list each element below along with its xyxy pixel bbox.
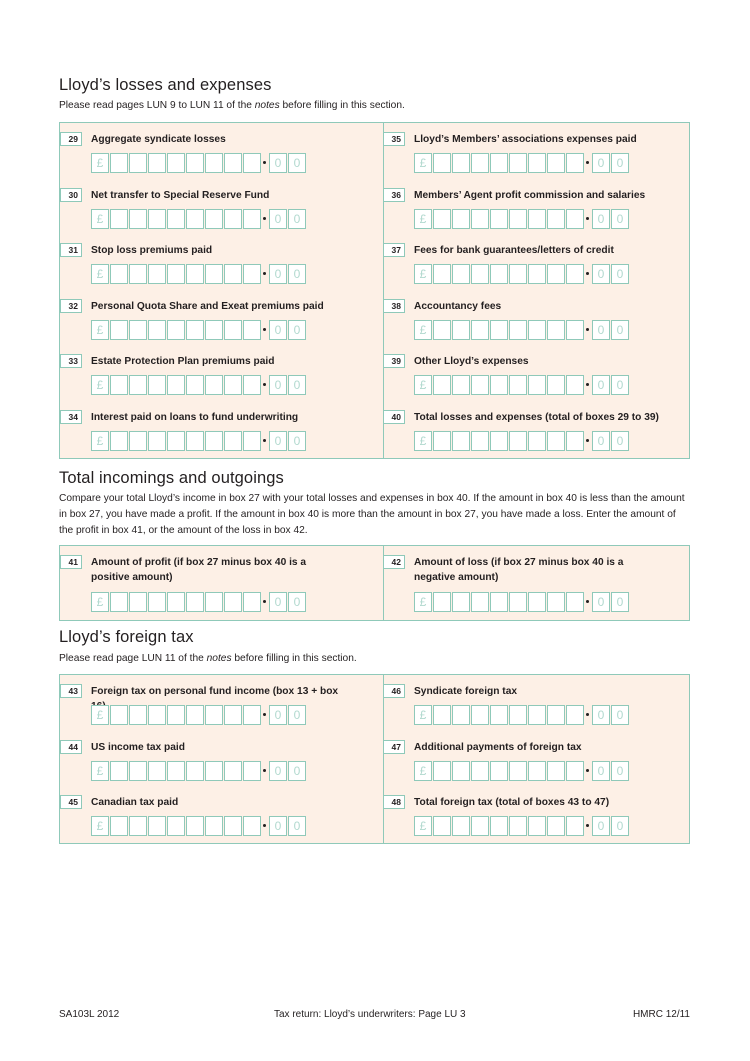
pound-digit-cell[interactable]	[224, 592, 242, 612]
pence-cell: 0	[269, 705, 287, 725]
pound-digit-cell[interactable]	[148, 320, 166, 340]
box-label: Syndicate foreign tax	[414, 686, 518, 697]
pound-digit-cell[interactable]	[224, 320, 242, 340]
pound-digit-cell[interactable]	[224, 431, 242, 451]
pound-digit-cell[interactable]	[471, 816, 489, 836]
pound-digit-cell[interactable]	[129, 816, 147, 836]
pound-digit-cell[interactable]	[452, 816, 470, 836]
pound-digit-cell[interactable]	[148, 375, 166, 395]
pound-digit-cell[interactable]	[224, 209, 242, 229]
box-label: Net transfer to Special Reserve Fund	[91, 190, 270, 201]
pound-digit-cell[interactable]	[186, 153, 204, 173]
box-number: 35	[383, 132, 405, 146]
pound-digit-cell[interactable]	[110, 431, 128, 451]
pound-digit-cell[interactable]	[509, 264, 527, 284]
pound-digit-cell[interactable]	[205, 761, 223, 781]
pound-digit-cell[interactable]	[243, 209, 261, 229]
pound-digit-cell[interactable]	[452, 264, 470, 284]
pence-cell: 0	[592, 153, 610, 173]
pence-cell: 0	[592, 264, 610, 284]
pence-cell: 0	[611, 264, 629, 284]
box-number: 47	[383, 740, 405, 754]
section-title-losses-expenses: Lloyd’s losses and expenses	[59, 76, 272, 94]
pence-cell: 0	[592, 431, 610, 451]
currency-symbol: £	[414, 375, 432, 395]
box-number: 46	[383, 684, 405, 698]
box-label: Total foreign tax (total of boxes 43 to 47)	[414, 797, 610, 808]
pound-digit-cell[interactable]	[471, 153, 489, 173]
pound-digit-cell[interactable]	[490, 431, 508, 451]
pound-digit-cell[interactable]	[243, 431, 261, 451]
pence-cell: 0	[611, 375, 629, 395]
box-label: US income tax paid	[91, 742, 185, 753]
box-label: Estate Protection Plan premiums paid	[91, 356, 275, 367]
box-label: Other Lloyd’s expenses	[414, 356, 529, 367]
currency-symbol: £	[91, 592, 109, 612]
pound-digit-cell[interactable]	[490, 264, 508, 284]
pound-digit-cell[interactable]	[528, 705, 546, 725]
currency-symbol: £	[91, 816, 109, 836]
box-number: 38	[383, 299, 405, 313]
section-title-foreign-tax: Lloyd’s foreign tax	[59, 628, 194, 646]
pound-digit-cell[interactable]	[471, 431, 489, 451]
decimal-point	[586, 713, 589, 716]
footer-form-code: SA103L 2012	[59, 1009, 120, 1020]
decimal-point	[586, 161, 589, 164]
box-label: Canadian tax paid	[91, 797, 179, 808]
pound-digit-cell[interactable]	[148, 816, 166, 836]
pence-cell: 0	[269, 431, 287, 451]
box-label: Interest paid on loans to fund underwriting	[91, 412, 299, 423]
pound-digit-cell[interactable]	[528, 320, 546, 340]
pound-digit-cell[interactable]	[110, 209, 128, 229]
pence-cell: 0	[592, 592, 610, 612]
decimal-point	[263, 824, 266, 827]
pound-digit-cell[interactable]	[547, 209, 565, 229]
pound-digit-cell[interactable]	[110, 761, 128, 781]
pound-digit-cell[interactable]	[167, 592, 185, 612]
pence-cell: 0	[611, 431, 629, 451]
pound-digit-cell[interactable]	[433, 375, 451, 395]
pence-cell: 0	[269, 320, 287, 340]
pound-digit-cell[interactable]	[471, 264, 489, 284]
pound-digit-cell[interactable]	[129, 705, 147, 725]
pound-digit-cell[interactable]	[509, 816, 527, 836]
pound-digit-cell[interactable]	[566, 705, 584, 725]
pound-digit-cell[interactable]	[528, 816, 546, 836]
pound-digit-cell[interactable]	[566, 592, 584, 612]
pound-digit-cell[interactable]	[471, 320, 489, 340]
box-label: Fees for bank guarantees/letters of credit	[414, 245, 614, 256]
pound-digit-cell[interactable]	[129, 592, 147, 612]
currency-symbol: £	[414, 761, 432, 781]
pound-digit-cell[interactable]	[243, 816, 261, 836]
currency-symbol: £	[91, 705, 109, 725]
pound-digit-cell[interactable]	[452, 209, 470, 229]
pound-digit-cell[interactable]	[547, 320, 565, 340]
pence-cell: 0	[269, 264, 287, 284]
pound-digit-cell[interactable]	[490, 209, 508, 229]
box-label: Additional payments of foreign tax	[414, 742, 582, 753]
currency-symbol: £	[414, 816, 432, 836]
box-number: 32	[60, 299, 82, 313]
pound-digit-cell[interactable]	[186, 592, 204, 612]
currency-symbol: £	[91, 209, 109, 229]
pence-cell: 0	[611, 320, 629, 340]
pound-digit-cell[interactable]	[547, 431, 565, 451]
pound-digit-cell[interactable]	[205, 153, 223, 173]
pound-digit-cell[interactable]	[528, 264, 546, 284]
currency-symbol: £	[414, 153, 432, 173]
box-number: 29	[60, 132, 82, 146]
pound-digit-cell[interactable]	[243, 761, 261, 781]
pence-cell: 0	[592, 320, 610, 340]
pound-digit-cell[interactable]	[186, 816, 204, 836]
pound-digit-cell[interactable]	[148, 761, 166, 781]
decimal-point	[263, 383, 266, 386]
box-number: 44	[60, 740, 82, 754]
pound-digit-cell[interactable]	[547, 264, 565, 284]
decimal-point	[586, 217, 589, 220]
pound-digit-cell[interactable]	[167, 816, 185, 836]
pound-digit-cell[interactable]	[243, 375, 261, 395]
currency-symbol: £	[91, 761, 109, 781]
pound-digit-cell[interactable]	[186, 320, 204, 340]
pence-cell: 0	[611, 153, 629, 173]
box-label: Members’ Agent profit commission and salaries	[414, 190, 646, 201]
pound-digit-cell[interactable]	[243, 264, 261, 284]
pound-digit-cell[interactable]	[433, 705, 451, 725]
pence-cell: 0	[611, 761, 629, 781]
decimal-point	[586, 769, 589, 772]
pence-cell: 0	[288, 705, 306, 725]
pound-digit-cell[interactable]	[167, 431, 185, 451]
decimal-point	[263, 272, 266, 275]
pound-digit-cell[interactable]	[205, 816, 223, 836]
pound-digit-cell[interactable]	[167, 320, 185, 340]
pound-digit-cell[interactable]	[490, 375, 508, 395]
pence-cell: 0	[611, 705, 629, 725]
pound-digit-cell[interactable]	[186, 761, 204, 781]
pound-digit-cell[interactable]	[224, 705, 242, 725]
box-label: Personal Quota Share and Exeat premiums paid	[91, 301, 324, 312]
section-intro-foreign-tax: Please read page LUN 11 of the notes before filling in this section.	[59, 653, 357, 664]
pound-digit-cell[interactable]	[110, 264, 128, 284]
pound-digit-cell[interactable]	[566, 431, 584, 451]
box-label: Lloyd’s Members’ associations expenses paid	[414, 134, 637, 145]
currency-symbol: £	[91, 153, 109, 173]
pound-digit-cell[interactable]	[110, 153, 128, 173]
pound-digit-cell[interactable]	[566, 816, 584, 836]
box-label: Aggregate syndicate losses	[91, 134, 226, 145]
section-intro-total-incomings: Compare your total Lloyd’s income in box 27 with your total losses and expenses in box 40. If the amount in box 40 is less than the amount in box 27, you have made a profit. If the amount in box 40 is more than the amount in box 27, you have made a loss. Enter the amount of the profit in box 41, or the amount of the loss in box 42.	[59, 493, 685, 536]
pence-cell: 0	[611, 816, 629, 836]
pound-digit-cell[interactable]	[509, 375, 527, 395]
pound-digit-cell[interactable]	[509, 320, 527, 340]
decimal-point	[586, 824, 589, 827]
pound-digit-cell[interactable]	[490, 816, 508, 836]
pound-digit-cell[interactable]	[224, 264, 242, 284]
pound-digit-cell[interactable]	[186, 705, 204, 725]
currency-symbol: £	[414, 320, 432, 340]
pound-digit-cell[interactable]	[129, 264, 147, 284]
pound-digit-cell[interactable]	[243, 320, 261, 340]
pound-digit-cell[interactable]	[547, 153, 565, 173]
pound-digit-cell[interactable]	[129, 209, 147, 229]
pence-cell: 0	[592, 209, 610, 229]
decimal-point	[586, 328, 589, 331]
pound-digit-cell[interactable]	[471, 592, 489, 612]
pound-digit-cell[interactable]	[452, 705, 470, 725]
box-number: 33	[60, 354, 82, 368]
pence-cell: 0	[288, 816, 306, 836]
decimal-point	[263, 439, 266, 442]
pound-digit-cell[interactable]	[110, 375, 128, 395]
pound-digit-cell[interactable]	[452, 431, 470, 451]
pence-cell: 0	[269, 209, 287, 229]
pound-digit-cell[interactable]	[243, 705, 261, 725]
pound-digit-cell[interactable]	[490, 705, 508, 725]
pound-digit-cell[interactable]	[205, 375, 223, 395]
pence-cell: 0	[269, 375, 287, 395]
decimal-point	[263, 713, 266, 716]
pound-digit-cell[interactable]	[471, 209, 489, 229]
pound-digit-cell[interactable]	[224, 816, 242, 836]
box-number: 39	[383, 354, 405, 368]
pound-digit-cell[interactable]	[547, 375, 565, 395]
pence-cell: 0	[611, 209, 629, 229]
pound-digit-cell[interactable]	[452, 761, 470, 781]
foreign-tax-panel	[59, 674, 690, 844]
box-number: 36	[383, 188, 405, 202]
pound-digit-cell[interactable]	[167, 153, 185, 173]
pound-digit-cell[interactable]	[167, 264, 185, 284]
pound-digit-cell[interactable]	[433, 209, 451, 229]
pound-digit-cell[interactable]	[129, 431, 147, 451]
box-label: Amount of loss (if box 27 minus box 40 is a negative amount)	[414, 557, 624, 583]
box-label: Total losses and expenses (total of boxes 29 to 39)	[414, 412, 659, 423]
pound-digit-cell[interactable]	[110, 816, 128, 836]
pound-digit-cell[interactable]	[566, 209, 584, 229]
box-number: 45	[60, 795, 82, 809]
losses-expenses-panel	[59, 122, 690, 459]
pound-digit-cell[interactable]	[148, 431, 166, 451]
box-number: 30	[60, 188, 82, 202]
pound-digit-cell[interactable]	[433, 320, 451, 340]
pound-digit-cell[interactable]	[566, 375, 584, 395]
pound-digit-cell[interactable]	[566, 153, 584, 173]
pound-digit-cell[interactable]	[547, 705, 565, 725]
box-number: 41	[60, 555, 82, 569]
pound-digit-cell[interactable]	[167, 761, 185, 781]
pound-digit-cell[interactable]	[148, 264, 166, 284]
pound-digit-cell[interactable]	[167, 375, 185, 395]
pound-digit-cell[interactable]	[433, 761, 451, 781]
pence-cell: 0	[269, 816, 287, 836]
pound-digit-cell[interactable]	[110, 592, 128, 612]
box-number: 40	[383, 410, 405, 424]
pound-digit-cell[interactable]	[186, 431, 204, 451]
decimal-point	[263, 769, 266, 772]
pence-cell: 0	[288, 320, 306, 340]
pound-digit-cell[interactable]	[129, 375, 147, 395]
pound-digit-cell[interactable]	[452, 153, 470, 173]
pound-digit-cell[interactable]	[547, 761, 565, 781]
pence-cell: 0	[288, 761, 306, 781]
pound-digit-cell[interactable]	[186, 264, 204, 284]
decimal-point	[586, 439, 589, 442]
decimal-point	[263, 600, 266, 603]
pound-digit-cell[interactable]	[148, 153, 166, 173]
pence-cell: 0	[269, 592, 287, 612]
currency-symbol: £	[414, 592, 432, 612]
currency-symbol: £	[91, 264, 109, 284]
pound-digit-cell[interactable]	[167, 209, 185, 229]
decimal-point	[263, 161, 266, 164]
pound-digit-cell[interactable]	[490, 320, 508, 340]
pound-digit-cell[interactable]	[566, 320, 584, 340]
pound-digit-cell[interactable]	[547, 816, 565, 836]
pound-digit-cell[interactable]	[129, 320, 147, 340]
pound-digit-cell[interactable]	[528, 761, 546, 781]
pence-cell: 0	[288, 153, 306, 173]
box-number: 31	[60, 243, 82, 257]
pound-digit-cell[interactable]	[205, 592, 223, 612]
pence-cell: 0	[611, 592, 629, 612]
pence-cell: 0	[592, 375, 610, 395]
currency-symbol: £	[91, 320, 109, 340]
pound-digit-cell[interactable]	[129, 153, 147, 173]
box-number: 34	[60, 410, 82, 424]
pound-digit-cell[interactable]	[433, 592, 451, 612]
box-number: 37	[383, 243, 405, 257]
pound-digit-cell[interactable]	[452, 320, 470, 340]
pound-digit-cell[interactable]	[452, 592, 470, 612]
pound-digit-cell[interactable]	[433, 153, 451, 173]
pound-digit-cell[interactable]	[129, 761, 147, 781]
pound-digit-cell[interactable]	[528, 431, 546, 451]
pound-digit-cell[interactable]	[490, 592, 508, 612]
pence-cell: 0	[288, 209, 306, 229]
currency-symbol: £	[414, 209, 432, 229]
pound-digit-cell[interactable]	[433, 264, 451, 284]
pound-digit-cell[interactable]	[186, 375, 204, 395]
box-label: Foreign tax on personal fund income (box 13 + box	[91, 686, 339, 697]
pound-digit-cell[interactable]	[528, 592, 546, 612]
pound-digit-cell[interactable]	[509, 153, 527, 173]
pound-digit-cell[interactable]	[148, 209, 166, 229]
pence-cell: 0	[288, 431, 306, 451]
pound-digit-cell[interactable]	[471, 705, 489, 725]
pound-digit-cell[interactable]	[433, 816, 451, 836]
box-number: 43	[60, 684, 82, 698]
pound-digit-cell[interactable]	[528, 153, 546, 173]
pound-digit-cell[interactable]	[110, 320, 128, 340]
pound-digit-cell[interactable]	[433, 431, 451, 451]
pound-digit-cell[interactable]	[205, 431, 223, 451]
pound-digit-cell[interactable]	[186, 209, 204, 229]
pound-digit-cell[interactable]	[205, 264, 223, 284]
decimal-point	[586, 600, 589, 603]
pound-digit-cell[interactable]	[509, 592, 527, 612]
decimal-point	[263, 328, 266, 331]
pence-cell: 0	[288, 264, 306, 284]
panel-divider	[383, 123, 384, 458]
currency-symbol: £	[414, 264, 432, 284]
pound-digit-cell[interactable]	[243, 592, 261, 612]
pound-digit-cell[interactable]	[148, 705, 166, 725]
pence-cell: 0	[269, 761, 287, 781]
pence-cell: 0	[592, 705, 610, 725]
box-number: 42	[383, 555, 405, 569]
pound-digit-cell[interactable]	[528, 375, 546, 395]
pound-digit-cell[interactable]	[205, 320, 223, 340]
panel-divider	[383, 675, 384, 843]
currency-symbol: £	[414, 431, 432, 451]
pound-digit-cell[interactable]	[110, 705, 128, 725]
pound-digit-cell[interactable]	[509, 705, 527, 725]
box-number: 48	[383, 795, 405, 809]
section-title-total-incomings: Total incomings and outgoings	[59, 469, 284, 487]
pound-digit-cell[interactable]	[205, 209, 223, 229]
pound-digit-cell[interactable]	[167, 705, 185, 725]
pound-digit-cell[interactable]	[547, 592, 565, 612]
pence-cell: 0	[592, 761, 610, 781]
pound-digit-cell[interactable]	[224, 375, 242, 395]
pound-digit-cell[interactable]	[566, 761, 584, 781]
pound-digit-cell[interactable]	[566, 264, 584, 284]
pound-digit-cell[interactable]	[471, 761, 489, 781]
pound-digit-cell[interactable]	[452, 375, 470, 395]
pence-cell: 0	[288, 375, 306, 395]
footer-page-title: Tax return: Lloyd’s underwriters: Page LU 3	[274, 1009, 466, 1020]
pence-cell: 0	[269, 153, 287, 173]
pound-digit-cell[interactable]	[509, 431, 527, 451]
footer-version: HMRC 12/11	[632, 1009, 690, 1020]
currency-symbol: £	[91, 375, 109, 395]
section-intro-losses-expenses: Please read pages LUN 9 to LUN 11 of the notes before filling in this section.	[59, 100, 405, 111]
decimal-point	[263, 217, 266, 220]
total-incomings-panel	[59, 545, 690, 621]
pound-digit-cell[interactable]	[490, 153, 508, 173]
pound-digit-cell[interactable]	[528, 209, 546, 229]
pound-digit-cell[interactable]	[243, 153, 261, 173]
decimal-point	[586, 383, 589, 386]
currency-symbol: £	[91, 431, 109, 451]
pence-cell: 0	[288, 592, 306, 612]
pence-cell: 0	[592, 816, 610, 836]
currency-symbol: £	[414, 705, 432, 725]
pound-digit-cell[interactable]	[205, 705, 223, 725]
pound-digit-cell[interactable]	[509, 761, 527, 781]
box-label: Accountancy fees	[414, 301, 502, 312]
box-label: Amount of profit (if box 27 minus box 40 is a positive amount)	[91, 557, 307, 583]
box-label: Stop loss premiums paid	[91, 245, 213, 256]
pound-digit-cell[interactable]	[224, 761, 242, 781]
pound-digit-cell[interactable]	[471, 375, 489, 395]
pound-digit-cell[interactable]	[509, 209, 527, 229]
pound-digit-cell[interactable]	[148, 592, 166, 612]
decimal-point	[586, 272, 589, 275]
pound-digit-cell[interactable]	[224, 153, 242, 173]
pound-digit-cell[interactable]	[490, 761, 508, 781]
